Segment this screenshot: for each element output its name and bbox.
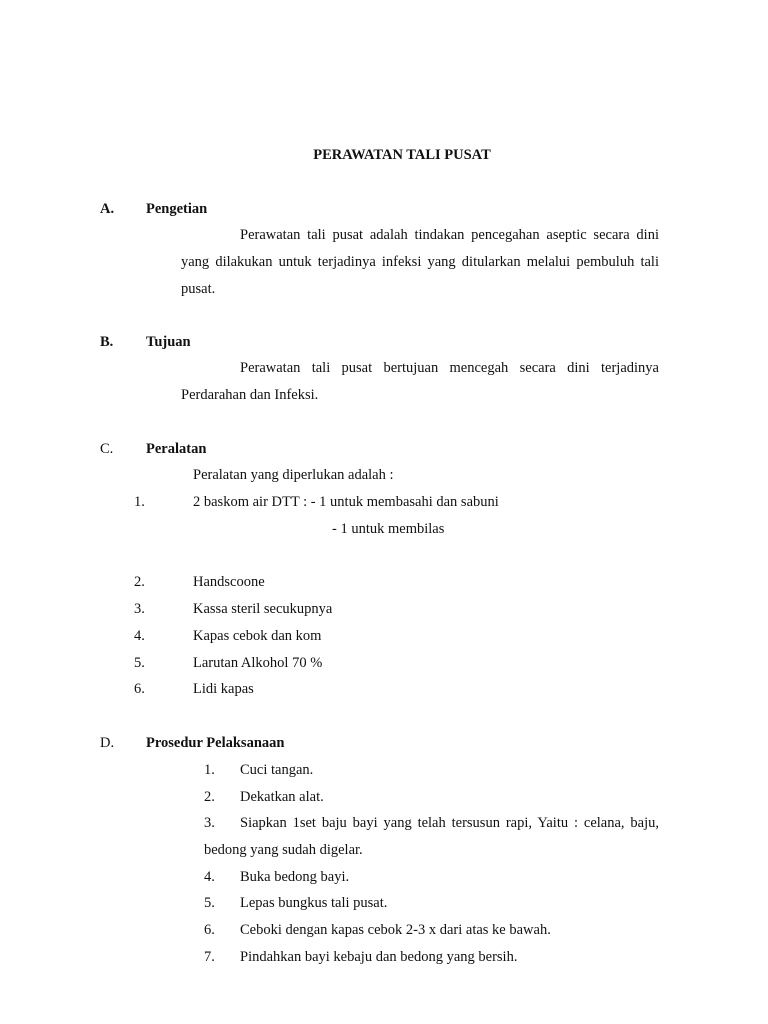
- step-number: 3.: [204, 815, 215, 831]
- list-item-text: Handscoone: [193, 574, 265, 590]
- step-number: 4.: [204, 869, 215, 885]
- list-item-number: 3.: [134, 601, 145, 617]
- step-number: 1.: [204, 762, 215, 778]
- section-b-heading: Tujuan: [146, 334, 191, 350]
- step-wrapped: [204, 810, 659, 864]
- step-number: 7.: [204, 949, 215, 965]
- list-item-text: Kassa steril secukupnya: [193, 601, 333, 617]
- list-item-number: 6.: [134, 681, 145, 697]
- section-d-letter: D.: [100, 735, 115, 751]
- step-text: Cuci tangan.: [240, 762, 314, 778]
- list-item-subtext: - 1 untuk membilas: [332, 521, 445, 537]
- section-c-heading: Peralatan: [146, 441, 207, 457]
- document-title: PERAWATAN TALI PUSAT: [313, 147, 491, 163]
- section-b-paragraph: Perawatan tali pusat bertujuan mencegah secara dini terjadinya Perdarahan dan Infeksi.: [181, 360, 659, 403]
- list-item-number: 1.: [134, 494, 145, 510]
- step-text: Pindahkan bayi kebaju dan bedong yang bersih.: [240, 949, 518, 965]
- list-item-number: 4.: [134, 628, 145, 644]
- list-item-number: 5.: [134, 655, 145, 671]
- step-text: Dekatkan alat.: [240, 789, 324, 805]
- list-item-number: 2.: [134, 574, 145, 590]
- section-c-intro: Peralatan yang diperlukan adalah :: [193, 467, 394, 483]
- list-item-text: Lidi kapas: [193, 681, 254, 697]
- step-number: 5.: [204, 895, 215, 911]
- section-a-paragraph: Perawatan tali pusat adalah tindakan pencegahan aseptic secara dini yang dilakukan untuk terjadinya infeksi yang ditularkan melalui pembuluh tali pusat.: [181, 227, 659, 297]
- section-b-letter: B.: [100, 334, 114, 350]
- list-item-text: 2 baskom air DTT : - 1 untuk membasahi dan sabuni: [193, 494, 499, 510]
- step-text: Buka bedong bayi.: [240, 869, 350, 885]
- section-a-letter: A.: [100, 201, 115, 217]
- step-text: Lepas bungkus tali pusat.: [240, 895, 388, 911]
- section-d-heading: Prosedur Pelaksanaan: [146, 735, 285, 751]
- section-a-heading: Pengetian: [146, 201, 208, 217]
- list-item-text: Larutan Alkohol 70 %: [193, 655, 323, 671]
- section-c-letter: C.: [100, 441, 114, 457]
- list-item-text: Kapas cebok dan kom: [193, 628, 322, 644]
- step-number: 6.: [204, 922, 215, 938]
- step-text: Ceboki dengan kapas cebok 2-3 x dari atas ke bawah.: [240, 922, 551, 938]
- step-number: 2.: [204, 789, 215, 805]
- step-text: Siapkan 1set baju bayi yang telah tersusun rapi, Yaitu : celana, baju, bedong yang sudah digelar.: [204, 815, 659, 858]
